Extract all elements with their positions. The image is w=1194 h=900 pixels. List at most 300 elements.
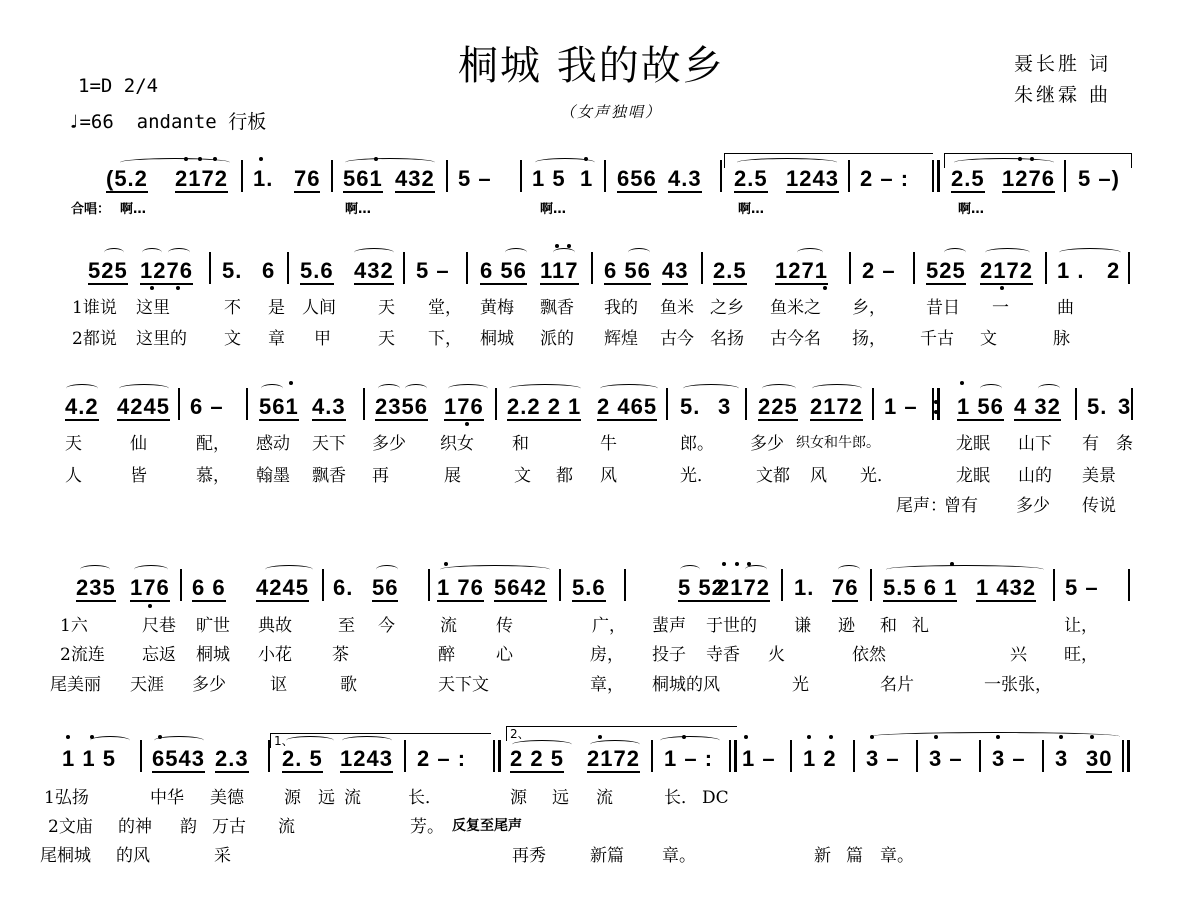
barline (446, 160, 448, 192)
lyric: 和 (880, 616, 897, 636)
note-group: 3 – (929, 746, 963, 771)
note-group: 5 – (458, 166, 492, 191)
note-group: 2 – : (860, 166, 910, 191)
octave-dot (444, 562, 448, 566)
lyric: 天 (378, 298, 395, 318)
lyric: 采 (214, 846, 231, 866)
lyric: 曲 (1057, 298, 1074, 318)
slur (345, 158, 435, 167)
lyric: 翰墨 (256, 466, 290, 486)
lyric: 辉煌 (604, 329, 638, 349)
repeat-barline (932, 388, 934, 420)
note-group: 432 (395, 166, 435, 191)
note-group: 3 (1118, 394, 1132, 419)
slur (168, 248, 190, 257)
note-group: 1 432 (976, 575, 1037, 600)
octave-dot (90, 735, 94, 739)
note-group: 76 (294, 166, 321, 191)
slur (134, 565, 168, 574)
lyric: 依然 (852, 645, 886, 665)
volta-number: 1、 (274, 734, 294, 748)
lyric: 让， (1064, 616, 1098, 636)
low-octave-dot (1000, 286, 1004, 290)
slur (797, 248, 823, 257)
lyric: 寺香 (706, 645, 740, 665)
slur (600, 384, 658, 393)
lyric: 长． (664, 788, 698, 808)
octave-dot (66, 735, 70, 739)
lyric: 兴 (1010, 645, 1027, 665)
barline (870, 569, 872, 601)
slur (142, 248, 162, 257)
note-group: 4245 (256, 575, 309, 600)
lyric: 天涯 (130, 675, 164, 695)
lyric: 韵 (180, 817, 197, 837)
slur (448, 384, 488, 393)
note-group: 525 (926, 258, 966, 283)
final-barline (1127, 740, 1130, 772)
slur (90, 736, 130, 745)
slur (378, 384, 400, 393)
lyric: 文 (224, 329, 241, 349)
barline (363, 388, 365, 420)
note-group: 5642 (494, 575, 547, 600)
note-group: 2.2 2 1 (507, 394, 582, 419)
lyric: DC (702, 788, 729, 808)
barline (1045, 252, 1047, 284)
lyric: 新 (814, 846, 831, 866)
lyric: 天下文 (438, 675, 489, 695)
barline (178, 388, 180, 420)
barline (591, 252, 593, 284)
note-group: 6 56 (480, 258, 527, 283)
note-group: 4.2 (65, 394, 99, 419)
lyric: 桐城 (480, 329, 514, 349)
lyric: 龙眠 (956, 466, 990, 486)
final-barline (1122, 740, 1124, 772)
octave-dot (158, 735, 162, 739)
octave-dot (996, 735, 1000, 739)
note-group: 561 (259, 394, 299, 419)
barline (1053, 569, 1055, 601)
lyric: 多少 (1016, 496, 1050, 516)
repeat-dot (934, 410, 938, 414)
barline (322, 569, 324, 601)
lyric: 不 (224, 298, 241, 318)
lyric: 蜚声 (652, 616, 686, 636)
octave-dot (1059, 735, 1063, 739)
lyric: 投子 (652, 645, 686, 665)
lyric: 万古 (212, 817, 246, 837)
note-group: 2.5 (713, 258, 747, 283)
lyric: 流 (278, 817, 295, 837)
note-group: 225 (758, 394, 798, 419)
note-group: 6543 (152, 746, 205, 771)
octave-dot (1030, 157, 1034, 161)
slur (505, 248, 527, 257)
note-group: 3 – (866, 746, 900, 771)
note-group: 235 (76, 575, 116, 600)
octave-dot (807, 735, 811, 739)
tie (870, 732, 1120, 741)
note-group: 43 (662, 258, 689, 283)
lyric: 山下 (1018, 434, 1052, 454)
lyric: 织女 (440, 434, 474, 454)
repeat-dot (934, 400, 938, 404)
slur (405, 384, 427, 393)
lyric: 牛 (600, 434, 617, 454)
lyric: 传说 (1082, 496, 1116, 516)
barline (604, 160, 606, 192)
lyric: 人 (65, 466, 82, 486)
lyric: 是 (268, 298, 285, 318)
note-group: 1 5 (532, 166, 566, 191)
note-group: 2172 (587, 746, 640, 771)
note-group: 1 . (1057, 258, 1085, 283)
note-group: 1 2 (803, 746, 837, 771)
lyric: 多少 (372, 434, 406, 454)
octave-dot (289, 381, 293, 385)
slur (342, 736, 392, 745)
lyric: 源 (510, 788, 527, 808)
lyric: 的神 (118, 817, 152, 837)
low-octave-dot (176, 286, 180, 290)
slur (590, 740, 640, 749)
low-octave-dot (465, 422, 469, 426)
slur (286, 736, 334, 745)
note-group: 4245 (117, 394, 170, 419)
lyric: 风 (600, 466, 617, 486)
lyric: 至 (338, 616, 355, 636)
lyric: 1六 (60, 616, 88, 636)
repeat-instruction: 反复至尾声 (452, 818, 522, 834)
note-group: 1 (580, 166, 594, 191)
slur (737, 158, 837, 167)
lyric: 鱼米之 (770, 298, 821, 318)
slur (553, 248, 575, 257)
slur (376, 565, 398, 574)
note-group: 2172 (175, 166, 228, 191)
lyric: 桐城的风 (652, 675, 720, 695)
octave-dot (870, 735, 874, 739)
barline (853, 740, 855, 772)
note-group: 3 (1055, 746, 1069, 771)
lyric: 谦 (794, 616, 811, 636)
barline (520, 160, 522, 192)
chorus-syllable: 啊… (738, 202, 765, 217)
note-group: 1276 (1002, 166, 1055, 191)
octave-dot (829, 735, 833, 739)
barline (1128, 252, 1130, 284)
note-group: 432 (354, 258, 394, 283)
lyric: 派的 (540, 329, 574, 349)
slur (1059, 248, 1121, 257)
octave-dot (1090, 735, 1094, 739)
octave-dot (722, 562, 726, 566)
barline (1128, 569, 1130, 601)
lyric: 于世的 (706, 616, 757, 636)
note-group: 1271 (775, 258, 828, 283)
lyric: 脉 (1053, 329, 1070, 349)
barline (848, 160, 850, 192)
barline (559, 569, 561, 601)
lyric: 之乡 (710, 298, 744, 318)
note-group: 30 (1086, 746, 1113, 771)
note-group: 2.3 (215, 746, 249, 771)
lyric: 旷世 (196, 616, 230, 636)
lyric: 甲 (314, 329, 331, 349)
note-group: 176 (130, 575, 170, 600)
octave-dot (934, 735, 938, 739)
barline (287, 252, 289, 284)
slur (1038, 384, 1060, 393)
lyric: 广， (592, 616, 626, 636)
lyric: 下， (428, 329, 462, 349)
lyric: 龙眠 (956, 434, 990, 454)
chorus-syllable: 啊… (345, 202, 372, 217)
note-group: 1 1 5 (62, 746, 116, 771)
barline (849, 252, 851, 284)
key-signature: 1=D 2/4 (78, 75, 159, 97)
lyric: 传 (496, 616, 513, 636)
note-group: 1243 (340, 746, 393, 771)
lyric: 今 (378, 616, 395, 636)
lyric: 源 (284, 788, 301, 808)
lyric: 一张张， (984, 675, 1052, 695)
barline (209, 252, 211, 284)
low-octave-dot (150, 286, 154, 290)
octave-dot (584, 157, 588, 161)
note-group: 5.6 (572, 575, 606, 600)
slur (762, 384, 796, 393)
note-group: 2 2 5 (510, 746, 564, 771)
repeat-barline (498, 740, 501, 772)
lyric: 美德 (210, 788, 244, 808)
lyric: 醉 (438, 645, 455, 665)
lyric: 桐城 (196, 645, 230, 665)
lyric: 文 (980, 329, 997, 349)
note-group: 4.3 (668, 166, 702, 191)
octave-dot (567, 244, 571, 248)
lyric: 章 (268, 329, 285, 349)
lyric: 1谁说 (72, 298, 117, 318)
low-octave-dot (148, 604, 152, 608)
barline (404, 740, 406, 772)
slur (660, 736, 720, 745)
lyric: 芳。 (410, 817, 444, 837)
barline (1064, 160, 1066, 192)
lyricist-credit: 聂长胜 词 (1014, 53, 1112, 75)
note-group: 3 – (992, 746, 1026, 771)
lyric: 山的 (1018, 466, 1052, 486)
coda-label: 尾声： (896, 496, 947, 516)
note-group: 1 76 (437, 575, 484, 600)
note-group: 561 (343, 166, 383, 191)
lyric: 茶 (332, 645, 349, 665)
slur (628, 248, 650, 257)
barline (466, 252, 468, 284)
octave-dot (682, 735, 686, 739)
lyric: 皆 (130, 466, 147, 486)
barline (428, 569, 430, 601)
note-group: 2172 (810, 394, 863, 419)
note-group: 2356 (375, 394, 428, 419)
lyric: 2都说 (72, 329, 117, 349)
slur (680, 565, 700, 574)
lyric: 千古 (920, 329, 954, 349)
lyric: 天 (378, 329, 395, 349)
lyric: 火 (768, 645, 785, 665)
slur (944, 248, 966, 257)
lyric: 讴 (270, 675, 287, 695)
lyric: 展 (444, 466, 461, 486)
barline (790, 740, 792, 772)
lyric: 昔日 (926, 298, 960, 318)
lyric: 飘香 (312, 466, 346, 486)
note-group: 4 32 (1014, 394, 1061, 419)
chorus-syllable: 啊… (120, 202, 147, 217)
slur (980, 384, 1002, 393)
lyric: 这里 (136, 298, 170, 318)
barline (331, 160, 333, 192)
lyric: 2流连 (60, 645, 105, 665)
note-group: 3 (718, 394, 732, 419)
lyric: 慕， (196, 466, 230, 486)
slur (80, 565, 110, 574)
slur (265, 565, 313, 574)
lyric: 中华 (150, 788, 184, 808)
slur (812, 384, 862, 393)
barline (403, 252, 405, 284)
octave-dot (598, 735, 602, 739)
lyric: 古今名 (770, 329, 821, 349)
note-group: 1. (794, 575, 815, 600)
repeat-barline (729, 740, 731, 772)
lyric: 郎。 (680, 434, 714, 454)
note-group: 525 (88, 258, 128, 283)
note-group: 76 (832, 575, 859, 600)
barline (666, 388, 668, 420)
barline (624, 569, 626, 601)
lyric: 文都 (756, 466, 790, 486)
barline (1042, 740, 1044, 772)
barline (241, 160, 243, 192)
note-group: 5. (222, 258, 243, 283)
lyric: 小花 (258, 645, 292, 665)
octave-dot (184, 157, 188, 161)
lyric: 名扬 (710, 329, 744, 349)
slur (104, 248, 124, 257)
note-group: 2 – (862, 258, 896, 283)
note-group: 6 56 (604, 258, 651, 283)
barline (745, 388, 747, 420)
lyric: 天下 (312, 434, 346, 454)
note-group: 5 –) (1078, 166, 1120, 191)
lyric: 美景 (1082, 466, 1116, 486)
note-group: 6 – (190, 394, 224, 419)
slur (354, 248, 394, 257)
lyric: 天 (65, 434, 82, 454)
note-group: 1 – (742, 746, 776, 771)
composer-credit: 朱继霖 曲 (1014, 84, 1112, 106)
note-group: 6 (262, 258, 276, 283)
note-group: 2 (1107, 258, 1121, 283)
lyric: 歌 (340, 675, 357, 695)
slur (509, 384, 581, 393)
octave-dot (198, 157, 202, 161)
note-group: 1276 (140, 258, 193, 283)
barline (651, 740, 653, 772)
lyric: 心 (496, 645, 513, 665)
lyric: 逊 (838, 616, 855, 636)
note-group: 176 (444, 394, 484, 419)
note-group: 2. 5 (282, 746, 323, 771)
lyric: 再秀 (512, 846, 546, 866)
slur (66, 384, 98, 393)
barline (701, 252, 703, 284)
repeat-barline (734, 740, 737, 772)
octave-dot (744, 735, 748, 739)
lyric: 篇 (846, 846, 863, 866)
note-group: 6 6 (192, 575, 226, 600)
octave-dot (213, 157, 217, 161)
lyric: 章。 (662, 846, 696, 866)
lyric: 风 (810, 466, 827, 486)
lyric: 乡， (852, 298, 886, 318)
lyric: 新篇 (590, 846, 624, 866)
lyric: 仙 (130, 434, 147, 454)
barline (180, 569, 182, 601)
barline (913, 252, 915, 284)
barline (1075, 388, 1077, 420)
note-group: 5.6 (300, 258, 334, 283)
note-group: 117 (540, 258, 579, 283)
lyric: 尾美丽 (50, 675, 101, 695)
note-group: 5 – (1065, 575, 1099, 600)
lyric: 文 (514, 466, 531, 486)
lyric: 一 (992, 298, 1009, 318)
low-octave-dot (823, 286, 827, 290)
note-group: 1 56 (957, 394, 1004, 419)
note-group: 1 – : (664, 746, 714, 771)
lyric: 有 (1082, 434, 1099, 454)
repeat-barline (932, 160, 934, 192)
note-group: 5. (1087, 394, 1108, 419)
octave-dot (747, 562, 751, 566)
lyric: 感动 (256, 434, 290, 454)
repeat-barline (937, 388, 940, 420)
slur (745, 565, 767, 574)
note-group: 2172 (980, 258, 1033, 283)
lyric: 堂， (428, 298, 462, 318)
lyric: 再 (372, 466, 389, 486)
barline (872, 388, 874, 420)
lyric: 远 (552, 788, 569, 808)
lyric: 古今 (660, 329, 694, 349)
subtitle: （女声独唱） (560, 103, 663, 121)
slur (886, 565, 1044, 574)
slur (440, 565, 550, 574)
octave-dot (259, 157, 263, 161)
lyric: 长． (408, 788, 442, 808)
lyric: 流 (596, 788, 613, 808)
octave-dot (374, 157, 378, 161)
lyric: 旺， (1064, 645, 1098, 665)
lyric: 忘返 (142, 645, 176, 665)
slur (985, 248, 1030, 257)
lyric: 尺巷 (142, 616, 176, 636)
lyric: 光 (792, 675, 809, 695)
